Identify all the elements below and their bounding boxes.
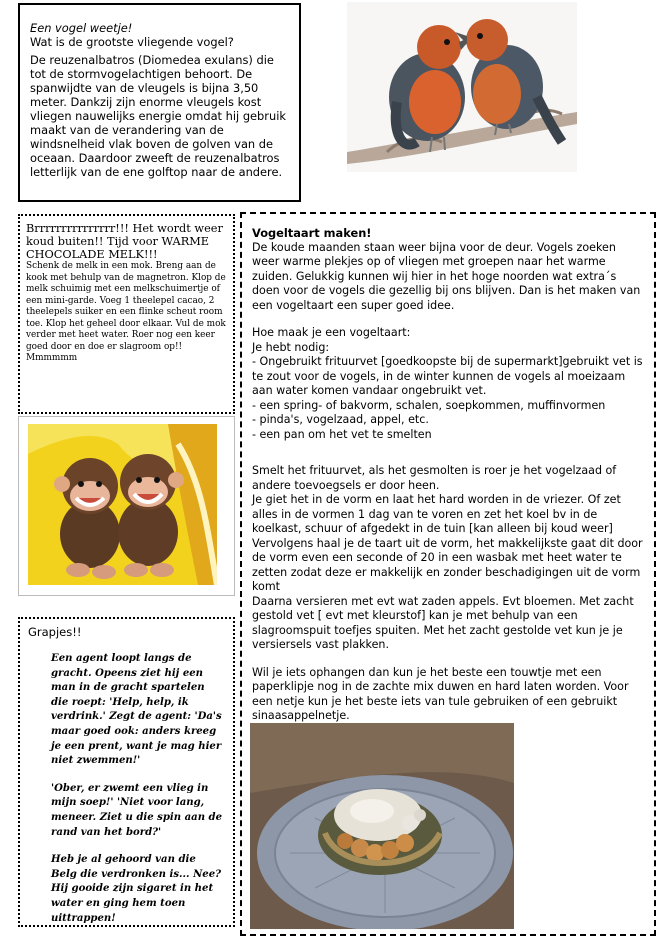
fact-title: Een vogel weetje!: [30, 21, 133, 35]
jokes-heading: Grapjes!!: [28, 625, 82, 639]
ingredient-item: - een spring- of bakvorm, schalen, soepkommen, muffinvormen: [252, 398, 606, 412]
ingredient-item: - pinda's, vogelzaad, appel, etc.: [252, 413, 429, 426]
birdcake-title: Vogeltaart maken!: [252, 226, 372, 240]
ingredient-item: - een pan om het vet te smelten: [252, 427, 432, 441]
step-item: Daarna versieren met evt wat zaden appels. Evt bloemen. Met zacht gestold vet [ evt met kleurstof] kan je met behulp van een slagroomspuit toefjes spuiten. Met het zacht gestolde vet kun je je versiersels vast plakken.: [252, 594, 634, 651]
birdcake-howto: Hoe maak je een vogeltaart:: [252, 326, 411, 339]
birds-illustration: [347, 2, 577, 172]
step-item: Je giet het in de vorm en laat het hard worden in de vriezer. Of zet alles in de vormen 1 dag van te voren en zet het koel bv in de koelkast, schuur of afgedekt in de tuin [kan alleen bij koud weer]: [252, 493, 621, 535]
birdcake-needs: Je hebt nodig:: [252, 340, 330, 354]
fact-text: De reuzenalbatros (Diomedea exulans) die tot de stormvogelachtigen behoort. De spanwijdte van de vleugels is bijna 3,50 meter. Dankzij zijn enorme vleugels kost vliegen nauwelijks energie omdat hij gebruik maakt van de verandering van de windsnelheid vlak boven de golven van de oceaan. Daardoor zweeft de reuzenalbatros letterlijk van de ene golftop naar de andere.: [30, 53, 286, 179]
step-item: Smelt het frituurvet, als het gesmolten is roer je het vogelzaad of andere toevoegsels er door heen.: [252, 464, 617, 492]
step-item: Vervolgens haal je de taart uit de vorm, het makkelijkste gaat dit door de vorm even een seconde of 20 in een wasbak met heet water te zetten zodat deze er makkelijk en zonder beschadigingen uit de vorm komt: [252, 536, 643, 593]
chocolate-headline: Brrrrrrrrrrrrrrr!!! Het wordt weer koud buiten!! Tijd voor WARME CHOCOLADE MELK!!!: [26, 222, 223, 261]
monkeys-photo: [28, 424, 217, 585]
joke-item: Heb je al gehoord van die Belg die verdronken is... Nee? Hij gooide zijn sigaret in het water en ging hem toen uittrappen!: [51, 854, 222, 924]
joke-item: 'Ober, er zwemt een vlieg in mijn soep!' 'Niet voor lang, meneer. Ziet u die spin aan de rand van het bord?': [51, 782, 223, 838]
ingredient-item: - Ongebruikt frituurvet [goedkoopste bij de supermarkt]gebruikt vet is te zout voor de vogels, in de winter kunnen de vogels al moeizaam aan water komen vandaar ongebruikt vet.: [252, 355, 643, 397]
birdcake-photo: [250, 723, 514, 929]
joke-item: Een agent loopt langs de gracht. Opeens ziet hij een man in de gracht spartelen die roept: 'Help, help, ik verdrink.' Zegt de agent: 'Da's maar goed ook: anders kreeg je een prent, want je mag hier niet zwemmen!': [51, 653, 222, 767]
chocolate-recipe: Schenk de melk in een mok. Breng aan de kook met behulp van de magnetron. Klop de melk schuimig met een melkschuimertje of een mini-garde. Voeg 1 theelepel cacao, 2 theelepels suiker en een flinke scheut room toe. Klop het geheel door elkaar. Vul de mok verder met heet water. Roer nog een keer goed door en doe er slagroom op!! Mmmmmm: [26, 261, 226, 363]
chocolate-milk-box: [18, 214, 235, 414]
jokes-box: [18, 617, 235, 927]
birdcake-hang-tip: Wil je iets ophangen dan kun je het beste een touwtje met een paperklipje nog in de zachte mix duwen en hard laten worden. Voor een netje kun je het beste iets van tule gebruiken of een gebruikt sinaasappelnetje.: [252, 665, 629, 722]
bird-fact-box: [18, 3, 301, 202]
birdcake-intro: De koude maanden staan weer bijna voor de deur. Vogels zoeken weer warme plekjes op of vliegen met groepen naar het warme zuiden. Gelukkig kunnen wij hier in het hoge noorden wat extra´s doen voor de vogels die gezellig bij ons blijven. Dan is het maken van een vogeltaart een super goed idee.: [252, 240, 641, 312]
fact-question: Wat is de grootste vliegende vogel?: [30, 35, 234, 49]
